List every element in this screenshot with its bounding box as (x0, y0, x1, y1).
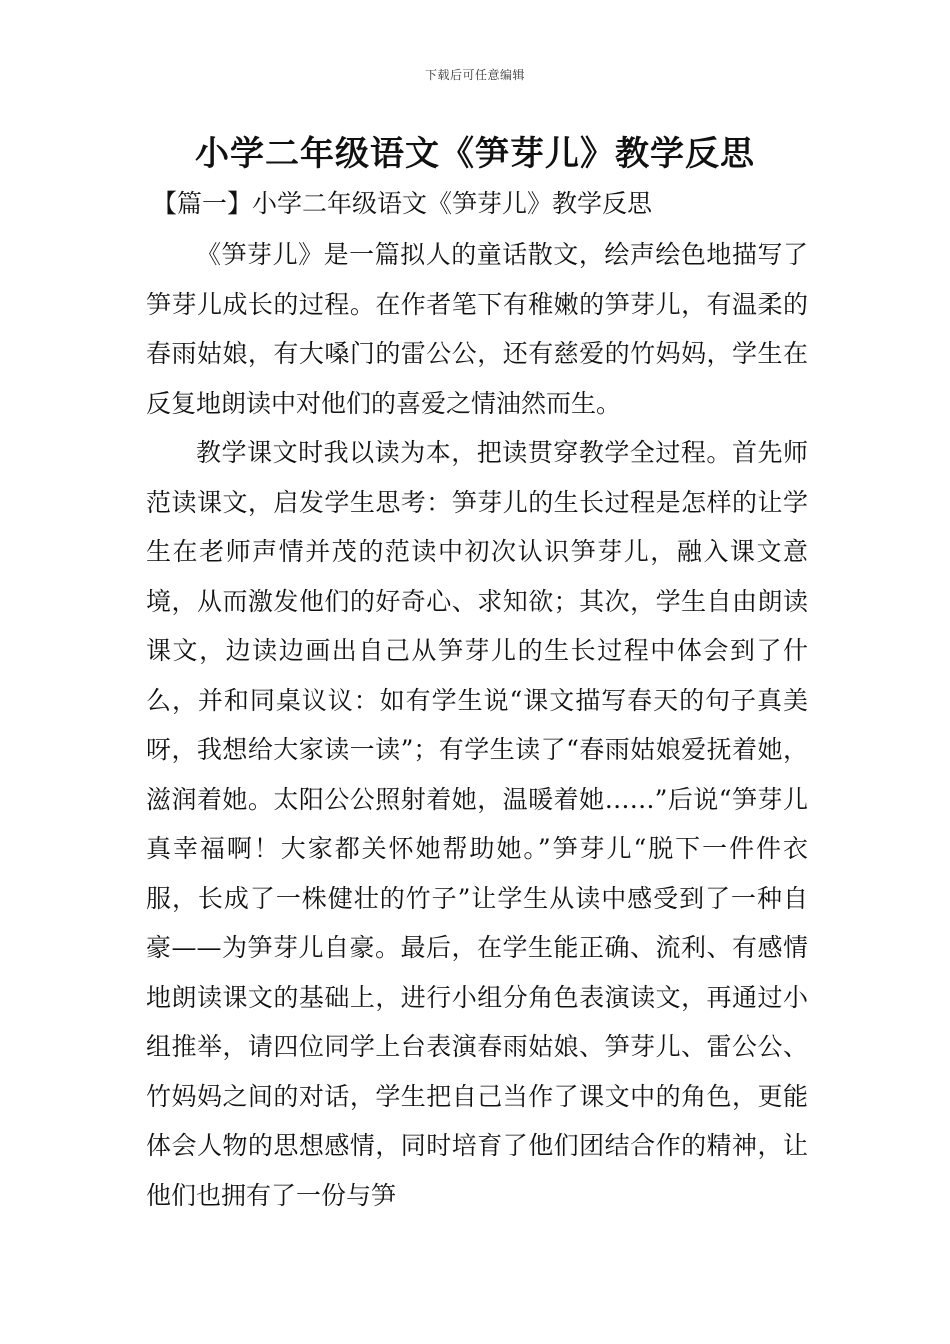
document-body (146, 230, 808, 1220)
paragraph-1: 《笋芽儿》是一篇拟人的童话散文，绘声绘色地描写了笋芽儿成长的过程。在作者笔下有稚嫩的笋芽儿，有温柔的春雨姑娘，有大嗓门的雷公公，还有慈爱的竹妈妈，学生在反复地朗读中对他们的喜爱之情油然而生。 (146, 240, 808, 418)
paragraph-2: 教学课文时我以读为本，把读贯穿教学全过程。首先师范读课文，启发学生思考：笋芽儿的生长过程是怎样的让学生在老师声情并茂的范读中初次认识笋芽儿，融入课文意境，从而激发他们的好奇心、求知欲；其次，学生自由朗读课文，边读边画出自己从笋芽儿的生长过程中体会到了什么，并和同桌议议：如有学生说“课文描写春天的句子真美呀，我想给大家读一读”；有学生读了“春雨姑娘爱抚着她，滋润着她。太阳公公照射着她，温暖着她……”后说“笋芽儿真幸福啊！大家都关怀她帮助她。”笋芽儿“脱下一件件衣服，长成了一株健壮的竹子”让学生从读中感受到了一种自豪——为笋芽儿自豪。最后，在学生能正确、流利、有感情地朗读课文的基础上，进行小组分角色表演读文，再通过小组推举，请四位同学上台表演春雨姑娘、笋芽儿、雷公公、竹妈妈之间的对话，学生把自己当作了课文中的角色，更能体会人物的思想感情，同时培育了他们团结合作的精神，让他们也拥有了一份与笋 (146, 438, 808, 1210)
section-heading: 【篇一】小学二年级语文《笋芽儿》教学反思 (152, 189, 653, 218)
document-title: 小学二年级语文《笋芽儿》教学反思 (195, 134, 755, 174)
header-note: 下载后可任意编辑 (424, 68, 525, 82)
